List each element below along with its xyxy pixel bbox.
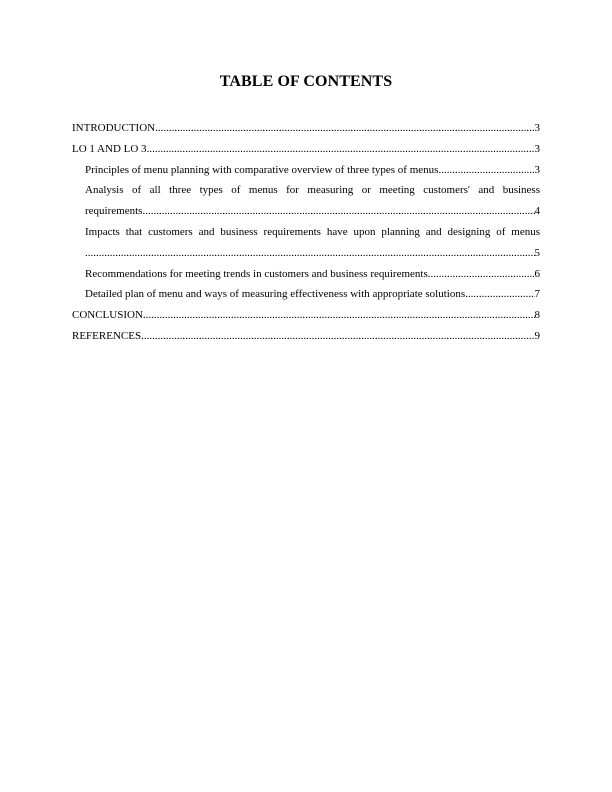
toc-entry-label: INTRODUCTION: [72, 122, 156, 134]
toc-entry-label-line2: requirements: [85, 205, 143, 218]
dot-leader: [438, 160, 534, 181]
dot-leader: [85, 243, 535, 264]
toc-page-number: 8: [534, 309, 540, 322]
toc-entry-references[interactable]: [72, 326, 540, 347]
toc-entry-label: Recommendations for meeting trends in customers and business requirements: [85, 267, 428, 280]
toc-entry-label-line1: Impacts that customers and business requirements have upon planning and designing of menus: [85, 225, 540, 238]
toc-entry-label: LO 1 AND LO 3: [72, 142, 147, 155]
dot-leader: [143, 305, 535, 326]
toc-entry-lo1-lo3[interactable]: [72, 139, 540, 160]
toc-entry-introduction[interactable]: [72, 118, 540, 139]
toc-entry-conclusion[interactable]: [72, 305, 540, 326]
toc-entry-recommendations[interactable]: [72, 264, 540, 285]
toc-entry-label-line1: Analysis of all three types of menus for measuring or meeting customers' and business: [85, 184, 540, 197]
toc-entry-label: Detailed plan of menu and ways of measuring effectiveness with appropriate solutions: [85, 288, 466, 301]
toc-entry-impacts-requirements[interactable]: [72, 222, 540, 264]
toc-page-number: 3: [534, 122, 540, 134]
toc-page-number: 9: [534, 329, 540, 342]
dot-leader: [141, 326, 534, 347]
toc-entry-label: CONCLUSION: [72, 309, 143, 322]
dot-leader: [147, 139, 535, 160]
dot-leader: [428, 264, 535, 285]
toc-page-number: 6: [534, 267, 540, 280]
toc-page-number: 3: [534, 142, 540, 155]
dot-leader: [155, 118, 534, 139]
toc-page-number: 3: [534, 163, 540, 176]
toc-entry-detailed-plan[interactable]: [72, 284, 540, 305]
page-title: TABLE OF CONTENTS: [219, 73, 393, 90]
table-of-contents: [72, 118, 540, 347]
dot-leader: [142, 201, 534, 222]
toc-page-number: 5: [534, 246, 540, 259]
toc-entry-principles-menu-planning[interactable]: [72, 160, 540, 181]
toc-entry-label: Principles of menu planning with comparative overview of three types of menus: [85, 163, 439, 176]
dot-leader: [465, 284, 534, 305]
toc-entry-analysis-menus[interactable]: [72, 180, 540, 222]
toc-page-number: 7: [534, 288, 540, 301]
toc-page-number: 4: [534, 205, 540, 218]
toc-entry-label: REFERENCES: [72, 329, 142, 342]
